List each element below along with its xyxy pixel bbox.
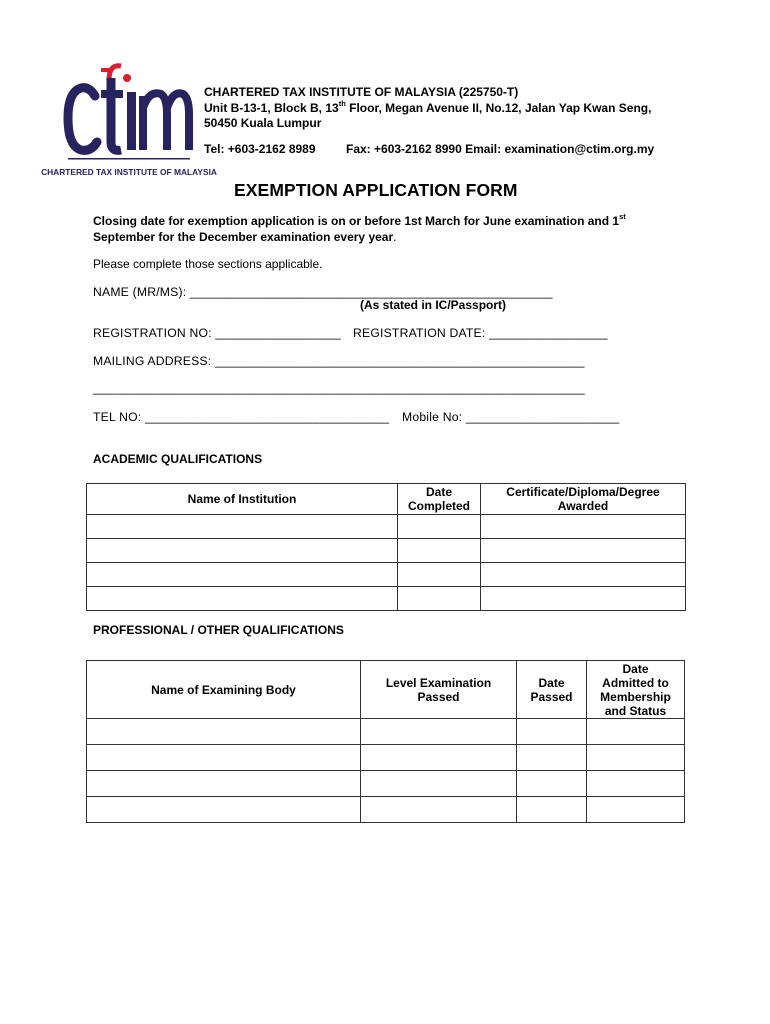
col-examining-body: Name of Examining Body (87, 661, 361, 719)
col-certificate-awarded: Certificate/Diploma/Degree Awarded (481, 484, 686, 515)
mailing-address-line-2[interactable]: __________________________________________________________________________ (93, 382, 585, 395)
table-row (87, 771, 685, 797)
table-cell[interactable] (87, 771, 361, 797)
table-cell[interactable] (87, 515, 398, 539)
academic-header-row (87, 484, 686, 515)
name-field-note: (As stated in IC/Passport) (360, 298, 507, 312)
org-city: 50450 Kuala Lumpur (204, 116, 322, 130)
closing-date-line-2: September for the December examination every year. (93, 230, 397, 244)
col-level-examination: Level Examination Passed (361, 661, 517, 719)
table-cell[interactable] (481, 563, 686, 587)
table-cell[interactable] (87, 539, 398, 563)
table-cell[interactable] (361, 797, 517, 823)
logo-caption: CHARTERED TAX INSTITUTE OF MALAYSIA (41, 167, 217, 177)
table-cell[interactable] (481, 587, 686, 611)
org-address: Unit B-13-1, Block B, 13th Floor, Megan Avenue II, No.12, Jalan Yap Kwan Seng, (204, 99, 652, 115)
academic-heading: ACADEMIC QUALIFICATIONS (93, 452, 263, 466)
ctim-logo-graphic (41, 58, 217, 180)
table-cell[interactable] (361, 719, 517, 745)
tel-no-field[interactable]: TEL NO: ___________________________________ (93, 410, 390, 424)
org-tel: Tel: +603-2162 8989 (204, 142, 316, 156)
table-row (87, 563, 686, 587)
table-cell[interactable] (587, 797, 685, 823)
table-cell[interactable] (398, 587, 481, 611)
table-cell[interactable] (517, 771, 587, 797)
table-cell[interactable] (587, 745, 685, 771)
table-cell[interactable] (87, 719, 361, 745)
table-row (87, 515, 686, 539)
col-name-of-institution: Name of Institution (87, 484, 398, 515)
table-row (87, 539, 686, 563)
table-cell[interactable] (398, 563, 481, 587)
table-cell[interactable] (398, 515, 481, 539)
table-cell[interactable] (87, 587, 398, 611)
table-cell[interactable] (361, 745, 517, 771)
professional-header-row (87, 661, 685, 719)
table-cell[interactable] (481, 515, 686, 539)
col-date-passed: Date Passed (517, 661, 587, 719)
col-date-admitted: Date Admitted to Membership and Status (587, 661, 685, 719)
table-row (87, 587, 686, 611)
registration-date-field[interactable]: REGISTRATION DATE: _________________ (353, 326, 608, 340)
name-field[interactable]: NAME (MR/MS): ____________________________________________________ (93, 285, 553, 299)
org-name: CHARTERED TAX INSTITUTE OF MALAYSIA (225750-T) (204, 85, 519, 99)
table-cell[interactable] (587, 771, 685, 797)
table-row (87, 745, 685, 771)
table-cell[interactable] (481, 539, 686, 563)
table-cell[interactable] (517, 719, 587, 745)
closing-date-line-1: Closing date for exemption application is on or before 1st March for June examination and 1st (93, 212, 626, 228)
academic-table (86, 483, 686, 611)
mobile-no-field[interactable]: Mobile No: ______________________ (402, 410, 620, 424)
registration-no-field[interactable]: REGISTRATION NO: __________________ (93, 326, 341, 340)
table-row (87, 719, 685, 745)
table-row (87, 797, 685, 823)
table-cell[interactable] (87, 797, 361, 823)
table-cell[interactable] (517, 745, 587, 771)
table-cell[interactable] (517, 797, 587, 823)
table-cell[interactable] (87, 745, 361, 771)
table-cell[interactable] (398, 539, 481, 563)
org-fax-email: Fax: +603-2162 8990 Email: examination@ctim.org.my (346, 142, 655, 156)
ctim-logo (41, 58, 217, 180)
mailing-address-field[interactable]: MAILING ADDRESS: _____________________________________________________ (93, 354, 585, 368)
table-cell[interactable] (587, 719, 685, 745)
table-cell[interactable] (361, 771, 517, 797)
professional-table (86, 660, 685, 823)
instruction-text: Please complete those sections applicable. (93, 257, 323, 271)
professional-heading: PROFESSIONAL / OTHER QUALIFICATIONS (93, 623, 344, 637)
form-title: EXEMPTION APPLICATION FORM (234, 180, 518, 200)
table-cell[interactable] (87, 563, 398, 587)
col-date-completed: Date Completed (398, 484, 481, 515)
